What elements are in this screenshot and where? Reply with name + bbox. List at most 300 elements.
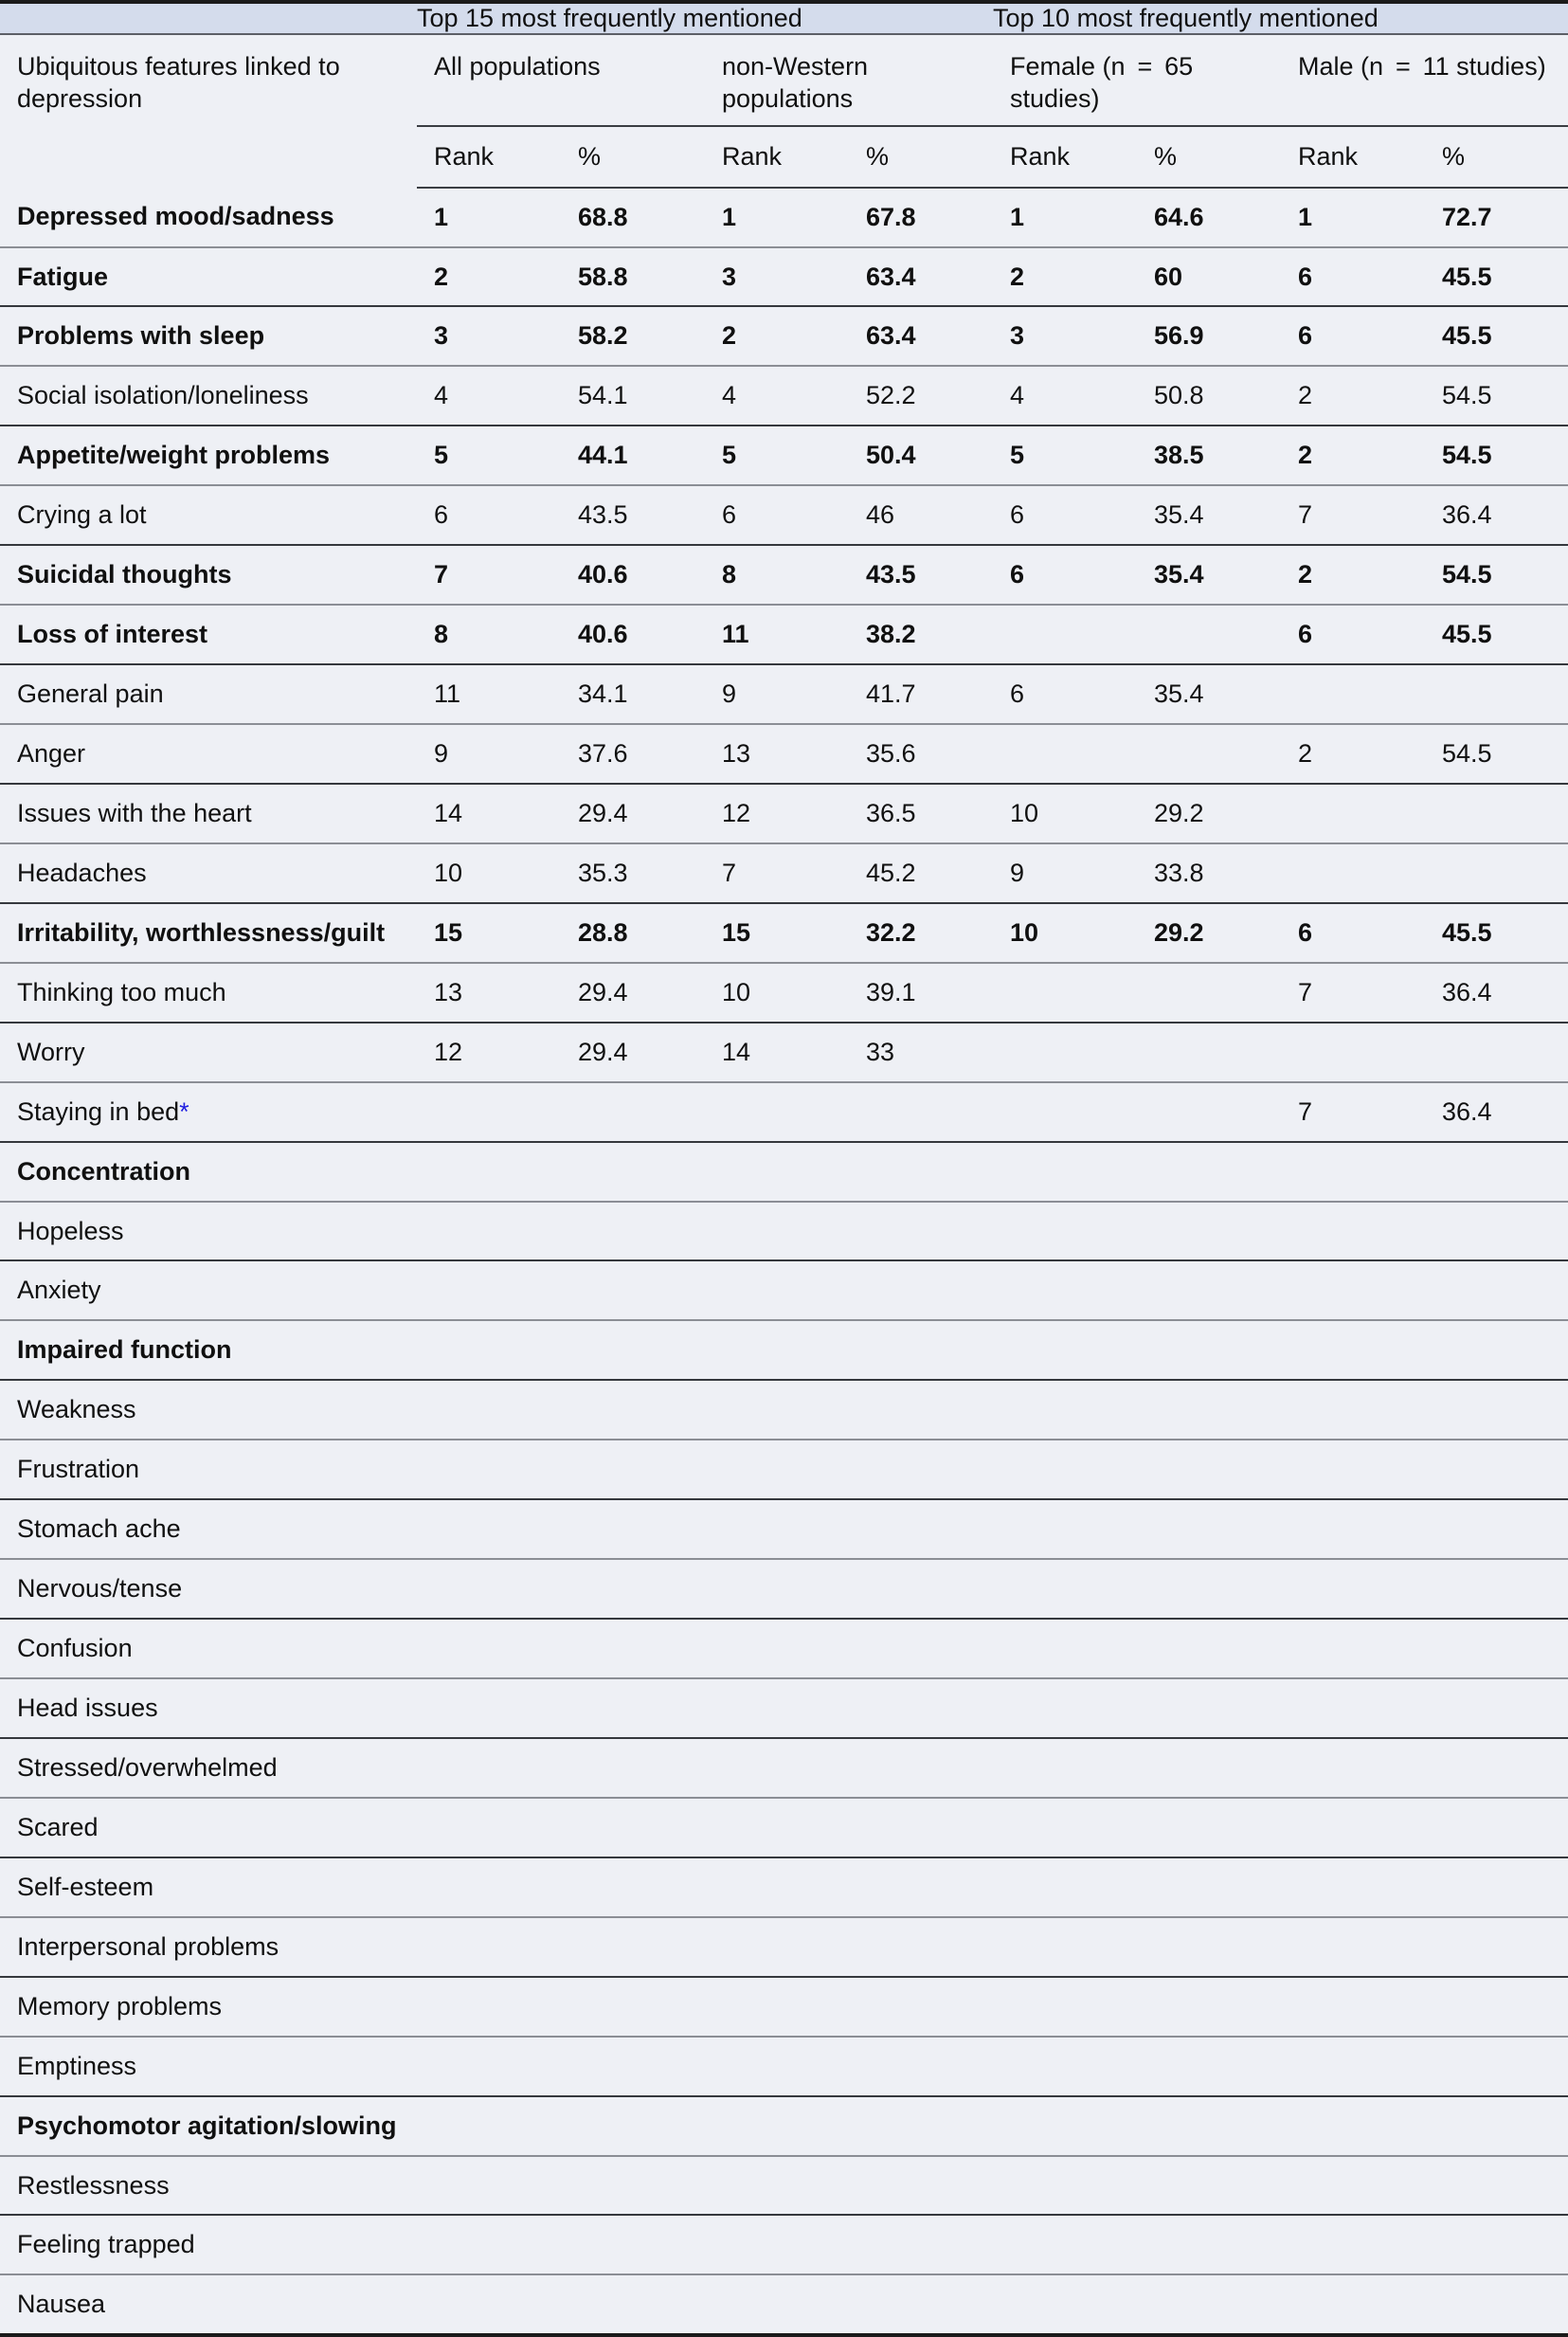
cell-all-rank [417, 2037, 561, 2096]
cell-male-pct [1425, 1977, 1568, 2037]
feature-name-cell: Anxiety [0, 1260, 417, 1320]
cell-all-rank [417, 1619, 561, 1678]
feature-name-cell: Scared [0, 1798, 417, 1857]
cell-female-pct [1137, 1977, 1281, 2037]
cell-all-rank [417, 1738, 561, 1798]
cell-female-rank [993, 1798, 1137, 1857]
cell-all-pct [561, 2274, 705, 2333]
feature-name-cell: Fatigue [0, 247, 417, 307]
cell-male-pct [1425, 1440, 1568, 1499]
table-body [0, 188, 1568, 2334]
cell-nonwest-rank: 9 [705, 664, 849, 724]
cell-male-rank [1281, 784, 1425, 843]
cell-nonwest-rank: 3 [705, 247, 849, 307]
cell-all-pct [561, 1798, 705, 1857]
cell-female-rank [993, 2096, 1137, 2156]
cell-female-pct: 35.4 [1137, 545, 1281, 605]
cell-all-pct [561, 1142, 705, 1202]
cell-all-pct: 58.2 [561, 306, 705, 366]
cell-male-rank: 6 [1281, 903, 1425, 963]
cell-female-pct [1137, 1678, 1281, 1738]
cell-nonwest-rank: 11 [705, 605, 849, 664]
table-row [0, 2215, 1568, 2274]
cell-all-rank: 1 [417, 188, 561, 247]
data-table [0, 4, 1568, 2333]
cell-all-rank [417, 2215, 561, 2274]
cell-all-pct [561, 1499, 705, 1559]
cell-female-pct: 29.2 [1137, 784, 1281, 843]
feature-name-cell: Hopeless [0, 1202, 417, 1261]
cell-nonwest-pct [849, 1977, 993, 2037]
cell-male-pct [1425, 1320, 1568, 1380]
cell-male-pct [1425, 2096, 1568, 2156]
cell-nonwest-rank: 12 [705, 784, 849, 843]
cell-male-rank: 2 [1281, 724, 1425, 784]
feature-name-cell: Interpersonal problems [0, 1917, 417, 1977]
cell-male-pct: 36.4 [1425, 963, 1568, 1023]
cell-all-rank: 11 [417, 664, 561, 724]
cell-all-pct [561, 1260, 705, 1320]
subheader-all-rank: Rank [417, 129, 561, 188]
cell-all-pct [561, 1619, 705, 1678]
cell-male-pct [1425, 1559, 1568, 1619]
cell-all-rank [417, 2096, 561, 2156]
cell-all-pct [561, 2096, 705, 2156]
cell-all-pct: 29.4 [561, 1023, 705, 1082]
table-row [0, 1499, 1568, 1559]
cell-nonwest-pct [849, 2156, 993, 2216]
cell-nonwest-pct [849, 2215, 993, 2274]
band-header-row [0, 4, 1568, 34]
cell-female-rank: 1 [993, 188, 1137, 247]
subheader-nonwest-pct: % [849, 129, 993, 188]
cell-male-pct [1425, 1738, 1568, 1798]
cell-female-pct: 35.4 [1137, 664, 1281, 724]
cell-nonwest-pct: 41.7 [849, 664, 993, 724]
table-row [0, 1440, 1568, 1499]
feature-name-cell: Stomach ache [0, 1499, 417, 1559]
cell-female-rank: 6 [993, 545, 1137, 605]
cell-nonwest-rank: 13 [705, 724, 849, 784]
group-header-row [0, 34, 1568, 126]
cell-all-rank [417, 1917, 561, 1977]
cell-nonwest-rank [705, 2274, 849, 2333]
cell-female-rank [993, 1202, 1137, 1261]
cell-all-pct [561, 2156, 705, 2216]
cell-male-rank: 2 [1281, 366, 1425, 426]
cell-nonwest-pct: 36.5 [849, 784, 993, 843]
cell-male-rank [1281, 2096, 1425, 2156]
table-row [0, 1917, 1568, 1977]
table-row [0, 1559, 1568, 1619]
cell-all-rank: 3 [417, 306, 561, 366]
cell-female-pct: 50.8 [1137, 366, 1281, 426]
cell-all-rank [417, 1977, 561, 2037]
cell-female-pct [1137, 1440, 1281, 1499]
feature-name-cell: Nausea [0, 2274, 417, 2333]
cell-male-pct: 54.5 [1425, 426, 1568, 485]
band-group-top15: Top 15 most frequently mentioned [417, 4, 993, 34]
cell-all-pct [561, 1202, 705, 1261]
cell-nonwest-pct [849, 1202, 993, 1261]
cell-female-pct: 64.6 [1137, 188, 1281, 247]
footnote-marker[interactable]: * [179, 1096, 189, 1126]
cell-female-pct: 38.5 [1137, 426, 1281, 485]
cell-female-rank [993, 1499, 1137, 1559]
cell-nonwest-rank: 8 [705, 545, 849, 605]
cell-nonwest-rank [705, 2037, 849, 2096]
cell-male-rank [1281, 1202, 1425, 1261]
cell-female-rank: 4 [993, 366, 1137, 426]
feature-name-cell: Concentration [0, 1142, 417, 1202]
cell-female-pct [1137, 1202, 1281, 1261]
cell-female-pct [1137, 1619, 1281, 1678]
cell-male-rank [1281, 1857, 1425, 1917]
cell-nonwest-rank [705, 1440, 849, 1499]
table-header [0, 4, 1568, 188]
cell-all-rank [417, 1678, 561, 1738]
feature-name-cell: Anger [0, 724, 417, 784]
cell-all-rank: 13 [417, 963, 561, 1023]
cell-all-pct: 29.4 [561, 784, 705, 843]
feature-name-cell: Psychomotor agitation/slowing [0, 2096, 417, 2156]
cell-female-rank [993, 1738, 1137, 1798]
cell-nonwest-pct [849, 2037, 993, 2096]
feature-name-cell: Problems with sleep [0, 306, 417, 366]
cell-male-rank [1281, 2274, 1425, 2333]
cell-all-rank [417, 1320, 561, 1380]
feature-name-cell: Weakness [0, 1380, 417, 1440]
cell-nonwest-rank: 1 [705, 188, 849, 247]
cell-female-rank [993, 963, 1137, 1023]
feature-name-cell: Emptiness [0, 2037, 417, 2096]
table-row [0, 1082, 1568, 1142]
cell-female-pct [1137, 1499, 1281, 1559]
cell-male-pct [1425, 784, 1568, 843]
cell-nonwest-pct: 63.4 [849, 306, 993, 366]
cell-male-rank [1281, 664, 1425, 724]
cell-nonwest-pct [849, 2096, 993, 2156]
cell-male-pct [1425, 664, 1568, 724]
cell-all-pct [561, 1738, 705, 1798]
feature-name-cell: Staying in bed* [0, 1082, 417, 1142]
cell-all-pct: 54.1 [561, 366, 705, 426]
table-row [0, 247, 1568, 307]
table-row [0, 1142, 1568, 1202]
cell-female-pct [1137, 1260, 1281, 1320]
table-row [0, 903, 1568, 963]
cell-all-pct [561, 1440, 705, 1499]
cell-male-pct [1425, 2215, 1568, 2274]
colgroup-female: Female (n = 65 studies) [993, 34, 1281, 126]
cell-nonwest-pct [849, 1738, 993, 1798]
cell-male-rank [1281, 1260, 1425, 1320]
cell-all-pct [561, 1320, 705, 1380]
cell-female-rank [993, 1857, 1137, 1917]
table-row [0, 366, 1568, 426]
cell-male-rank: 6 [1281, 306, 1425, 366]
cell-female-rank [993, 2274, 1137, 2333]
cell-nonwest-pct [849, 1857, 993, 1917]
colgroup-male: Male (n = 11 studies) [1281, 34, 1568, 126]
cell-nonwest-pct: 39.1 [849, 963, 993, 1023]
table-row [0, 1202, 1568, 1261]
cell-male-rank: 7 [1281, 963, 1425, 1023]
cell-female-pct [1137, 605, 1281, 664]
feature-name-cell: Stressed/overwhelmed [0, 1738, 417, 1798]
cell-nonwest-pct: 33 [849, 1023, 993, 1082]
cell-female-pct: 35.4 [1137, 485, 1281, 545]
cell-nonwest-rank [705, 1380, 849, 1440]
cell-nonwest-pct [849, 1082, 993, 1142]
cell-nonwest-rank [705, 1499, 849, 1559]
band-corner-cell [0, 4, 417, 34]
table-row [0, 1678, 1568, 1738]
cell-all-rank: 9 [417, 724, 561, 784]
cell-female-rank [993, 2156, 1137, 2216]
cell-female-rank [993, 1678, 1137, 1738]
cell-nonwest-rank [705, 2096, 849, 2156]
feature-name-cell: Frustration [0, 1440, 417, 1499]
cell-nonwest-pct: 63.4 [849, 247, 993, 307]
cell-nonwest-rank [705, 1977, 849, 2037]
cell-male-rank: 6 [1281, 605, 1425, 664]
cell-male-pct [1425, 1023, 1568, 1082]
cell-male-rank [1281, 1499, 1425, 1559]
cell-female-pct [1137, 1380, 1281, 1440]
cell-male-pct: 54.5 [1425, 724, 1568, 784]
cell-nonwest-rank: 4 [705, 366, 849, 426]
cell-nonwest-rank [705, 1798, 849, 1857]
feature-name-cell: Depressed mood/sadness [0, 188, 417, 247]
cell-nonwest-pct: 67.8 [849, 188, 993, 247]
cell-female-pct [1137, 1142, 1281, 1202]
feature-name-cell: Impaired function [0, 1320, 417, 1380]
cell-female-pct [1137, 963, 1281, 1023]
colgroup-non-western-populations: non-Western populations [705, 34, 993, 126]
cell-nonwest-pct [849, 1260, 993, 1320]
cell-female-rank [993, 2215, 1137, 2274]
cell-all-pct: 35.3 [561, 843, 705, 903]
cell-male-rank [1281, 1678, 1425, 1738]
cell-male-rank: 7 [1281, 485, 1425, 545]
cell-nonwest-pct: 32.2 [849, 903, 993, 963]
table-row [0, 1023, 1568, 1082]
cell-female-rank [993, 1142, 1137, 1202]
feature-name-cell: Feeling trapped [0, 2215, 417, 2274]
table-row [0, 664, 1568, 724]
cell-all-pct: 58.8 [561, 247, 705, 307]
table-row [0, 306, 1568, 366]
cell-all-pct [561, 1380, 705, 1440]
cell-female-rank [993, 724, 1137, 784]
cell-all-pct [561, 1082, 705, 1142]
table-row [0, 963, 1568, 1023]
cell-all-rank [417, 2274, 561, 2333]
feature-name-cell: Social isolation/loneliness [0, 366, 417, 426]
cell-male-rank [1281, 843, 1425, 903]
cell-all-rank: 4 [417, 366, 561, 426]
cell-nonwest-rank [705, 1619, 849, 1678]
table-row [0, 426, 1568, 485]
cell-nonwest-pct [849, 1440, 993, 1499]
cell-nonwest-rank [705, 2156, 849, 2216]
feature-name-cell: Memory problems [0, 1977, 417, 2037]
cell-male-pct [1425, 1142, 1568, 1202]
cell-male-rank [1281, 1798, 1425, 1857]
cell-male-pct [1425, 843, 1568, 903]
cell-male-pct: 45.5 [1425, 306, 1568, 366]
feature-name-cell: General pain [0, 664, 417, 724]
cell-nonwest-pct [849, 1678, 993, 1738]
cell-nonwest-pct: 50.4 [849, 426, 993, 485]
cell-female-rank [993, 1440, 1137, 1499]
feature-name-cell: Suicidal thoughts [0, 545, 417, 605]
cell-nonwest-rank: 15 [705, 903, 849, 963]
cell-male-pct [1425, 1380, 1568, 1440]
feature-name-cell: Headaches [0, 843, 417, 903]
cell-all-rank [417, 2156, 561, 2216]
cell-nonwest-pct [849, 2274, 993, 2333]
cell-all-pct [561, 1559, 705, 1619]
cell-all-pct: 37.6 [561, 724, 705, 784]
cell-male-pct: 45.5 [1425, 903, 1568, 963]
cell-male-rank: 2 [1281, 545, 1425, 605]
cell-all-rank: 14 [417, 784, 561, 843]
cell-male-pct [1425, 1798, 1568, 1857]
subheader-male-pct: % [1425, 129, 1568, 188]
cell-nonwest-rank [705, 1917, 849, 1977]
cell-female-pct [1137, 2274, 1281, 2333]
cell-nonwest-rank [705, 1260, 849, 1320]
cell-male-rank [1281, 1440, 1425, 1499]
cell-male-pct [1425, 1499, 1568, 1559]
cell-nonwest-rank: 7 [705, 843, 849, 903]
cell-nonwest-rank: 14 [705, 1023, 849, 1082]
feature-name-cell: Loss of interest [0, 605, 417, 664]
cell-male-pct: 45.5 [1425, 605, 1568, 664]
cell-nonwest-pct: 38.2 [849, 605, 993, 664]
table-row [0, 2037, 1568, 2096]
cell-all-rank [417, 1499, 561, 1559]
cell-female-rank: 3 [993, 306, 1137, 366]
cell-female-pct [1137, 1320, 1281, 1380]
cell-all-pct [561, 1857, 705, 1917]
cell-female-rank [993, 1619, 1137, 1678]
cell-nonwest-pct [849, 1499, 993, 1559]
cell-female-rank [993, 605, 1137, 664]
cell-nonwest-rank: 5 [705, 426, 849, 485]
cell-female-pct [1137, 724, 1281, 784]
subheader-nonwest-rank: Rank [705, 129, 849, 188]
table-row [0, 1380, 1568, 1440]
cell-all-rank: 7 [417, 545, 561, 605]
row-header-label: Ubiquitous features linked to depression [0, 34, 417, 188]
cell-male-pct [1425, 2037, 1568, 2096]
feature-name-cell: Appetite/weight problems [0, 426, 417, 485]
cell-nonwest-pct: 52.2 [849, 366, 993, 426]
cell-female-rank: 10 [993, 784, 1137, 843]
feature-name-cell: Self-esteem [0, 1857, 417, 1917]
cell-female-rank [993, 1559, 1137, 1619]
feature-name-cell: Nervous/tense [0, 1559, 417, 1619]
feature-name-cell: Head issues [0, 1678, 417, 1738]
feature-name-cell: Issues with the heart [0, 784, 417, 843]
cell-male-rank [1281, 1559, 1425, 1619]
cell-nonwest-rank [705, 1082, 849, 1142]
table-row [0, 1738, 1568, 1798]
table-row [0, 1320, 1568, 1380]
cell-female-rank [993, 1977, 1137, 2037]
cell-all-rank: 12 [417, 1023, 561, 1082]
cell-female-pct [1137, 2215, 1281, 2274]
cell-male-pct: 72.7 [1425, 188, 1568, 247]
cell-male-pct: 54.5 [1425, 545, 1568, 605]
cell-male-rank [1281, 1023, 1425, 1082]
cell-male-pct [1425, 1678, 1568, 1738]
cell-male-pct: 45.5 [1425, 247, 1568, 307]
cell-male-pct: 54.5 [1425, 366, 1568, 426]
feature-name-cell: Worry [0, 1023, 417, 1082]
cell-male-rank [1281, 1738, 1425, 1798]
cell-female-pct: 56.9 [1137, 306, 1281, 366]
cell-male-rank: 1 [1281, 188, 1425, 247]
cell-female-rank [993, 1917, 1137, 1977]
cell-all-rank: 10 [417, 843, 561, 903]
cell-all-pct: 29.4 [561, 963, 705, 1023]
cell-nonwest-rank [705, 2215, 849, 2274]
cell-nonwest-pct: 43.5 [849, 545, 993, 605]
cell-all-rank [417, 1440, 561, 1499]
cell-male-pct [1425, 2274, 1568, 2333]
cell-all-rank [417, 1798, 561, 1857]
cell-nonwest-pct [849, 1798, 993, 1857]
cell-nonwest-rank [705, 1559, 849, 1619]
cell-female-pct [1137, 1023, 1281, 1082]
cell-all-pct [561, 2215, 705, 2274]
cell-all-rank [417, 1260, 561, 1320]
table-row [0, 485, 1568, 545]
cell-nonwest-rank: 10 [705, 963, 849, 1023]
cell-female-rank [993, 1260, 1137, 1320]
cell-nonwest-rank [705, 1202, 849, 1261]
band-group-top10: Top 10 most frequently mentioned [993, 4, 1568, 34]
cell-female-pct [1137, 1917, 1281, 1977]
subheader-female-rank: Rank [993, 129, 1137, 188]
table-row [0, 188, 1568, 247]
table-row [0, 2156, 1568, 2216]
cell-all-pct: 34.1 [561, 664, 705, 724]
cell-male-rank [1281, 1142, 1425, 1202]
cell-female-rank [993, 2037, 1137, 2096]
feature-name-cell: Irritability, worthlessness/guilt [0, 903, 417, 963]
cell-nonwest-pct [849, 1380, 993, 1440]
table-row [0, 724, 1568, 784]
cell-female-rank: 2 [993, 247, 1137, 307]
cell-female-rank: 5 [993, 426, 1137, 485]
cell-male-pct [1425, 2156, 1568, 2216]
cell-nonwest-pct: 35.6 [849, 724, 993, 784]
cell-female-rank [993, 1380, 1137, 1440]
cell-female-rank: 9 [993, 843, 1137, 903]
cell-all-pct: 68.8 [561, 188, 705, 247]
cell-male-rank [1281, 1380, 1425, 1440]
cell-nonwest-pct [849, 1559, 993, 1619]
feature-name-cell: Crying a lot [0, 485, 417, 545]
cell-all-pct [561, 1977, 705, 2037]
cell-all-pct: 40.6 [561, 545, 705, 605]
cell-male-rank [1281, 2156, 1425, 2216]
